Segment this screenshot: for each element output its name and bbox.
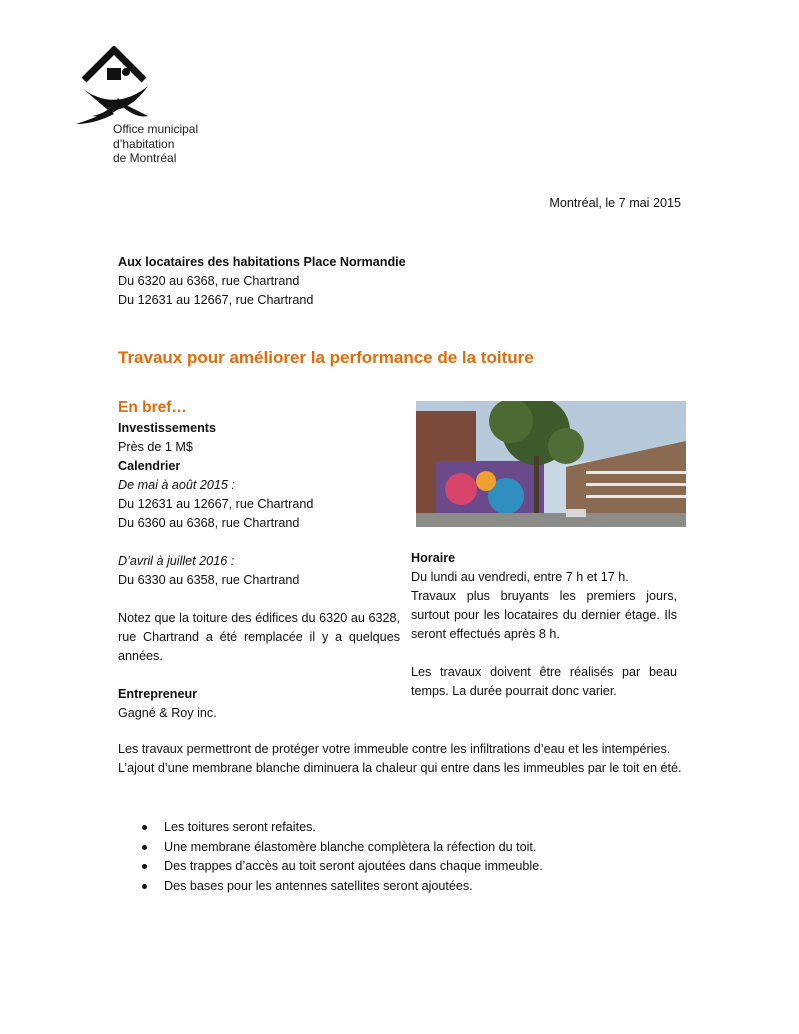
roof-note: Notez que la toiture des édifices du 6320 au 6328, rue Chartrand a été remplacée il y a quelques années. [118, 611, 400, 663]
recipient-address-line: Du 6320 au 6368, rue Chartrand [118, 274, 300, 288]
contractor-label: Entrepreneur [118, 687, 198, 701]
schedule-hours: Du lundi au vendredi, entre 7 h et 17 h. [411, 570, 629, 584]
recipient-block [118, 253, 406, 310]
brief-section [118, 397, 400, 723]
address-line: Du 12631 au 12667, rue Chartrand [118, 497, 314, 511]
list-item: Une membrane élastomère blanche complètera la réfection du toit. [140, 838, 700, 858]
schedule-weather: Les travaux doivent être réalisés par beau temps. La durée pourrait donc varier. [411, 665, 677, 698]
list-item: Des bases pour les antennes satellites seront ajoutées. [140, 877, 700, 897]
contractor-value: Gagné & Roy inc. [118, 706, 217, 720]
period-label: De mai à août 2015 : [118, 478, 235, 492]
schedule-noise: Travaux plus bruyants les premiers jours, surtout pour les locataires du dernier étage. Ils seront effectués après 8 h. [411, 589, 677, 641]
list-item: Des trappes d’accès au toit seront ajoutées dans chaque immeuble. [140, 857, 700, 877]
building-photo [416, 401, 686, 527]
period-label: D’avril à juillet 2016 : [118, 554, 235, 568]
investments-value: Près de 1 M$ [118, 440, 193, 454]
org-line: d’habitation [113, 136, 175, 151]
calendar-label: Calendrier [118, 459, 181, 473]
brief-heading: En bref… [118, 399, 187, 416]
works-description: Les travaux permettront de protéger votre immeuble contre les infiltrations d’eau et les intempéries. L’ajout d’une membrane blanche diminuera la chaleur qui entre dans les immeubles par le toit en été. [118, 742, 682, 775]
schedule-section [411, 549, 677, 701]
document-title: Travaux pour améliorer la performance de la toiture [118, 348, 534, 367]
org-line: de Montréal [113, 151, 177, 165]
recipient-address-line: Du 12631 au 12667, rue Chartrand [118, 293, 314, 307]
address-line: Du 6360 au 6368, rue Chartrand [118, 516, 300, 530]
organization-name [113, 122, 198, 166]
works-list [140, 818, 700, 896]
recipient-heading: Aux locataires des habitations Place Normandie [118, 255, 406, 269]
org-line: Office municipal [113, 122, 199, 136]
schedule-heading: Horaire [411, 551, 456, 565]
investments-label: Investissements [118, 421, 217, 435]
address-line: Du 6330 au 6358, rue Chartrand [118, 573, 300, 587]
letter-date: Montréal, le 7 mai 2015 [549, 196, 681, 210]
list-item: Les toitures seront refaites. [140, 818, 700, 838]
